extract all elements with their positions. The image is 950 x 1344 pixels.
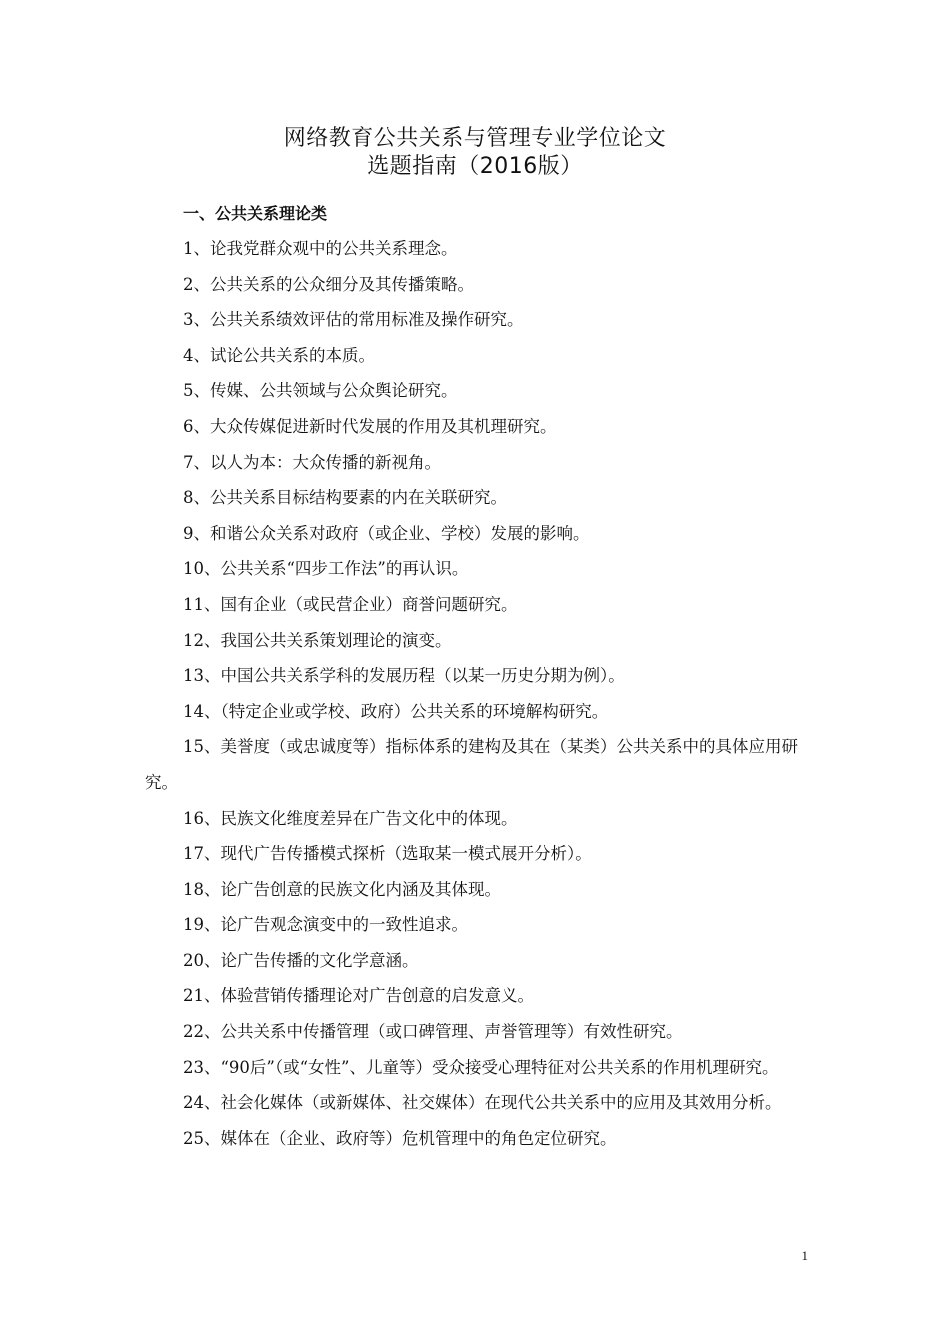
list-item: 8、公共关系目标结构要素的内在关联研究。	[183, 488, 507, 508]
list-item: 11、国有企业（或民营企业）商誉问题研究。	[183, 594, 518, 614]
page-number: 1	[801, 1248, 808, 1263]
list-item: 12、我国公共关系策划理论的演变。	[183, 630, 452, 650]
list-item: 18、论广告创意的民族文化内涵及其体现。	[183, 879, 501, 899]
document-title-line1: 网络教育公共关系与管理专业学位论文	[283, 126, 667, 151]
list-item: 16、民族文化维度差异在广告文化中的体现。	[183, 808, 518, 828]
list-item: 6、大众传媒促进新时代发展的作用及其机理研究。	[183, 416, 557, 436]
list-item: 17、现代广告传播模式探析（选取某一模式展开分析）。	[183, 844, 592, 864]
list-item: 19、论广告观念演变中的一致性追求。	[183, 915, 468, 935]
list-item: 14、（特定企业或学校、政府）公共关系的环境解构研究。	[183, 701, 609, 721]
document-title-line2: 选题指南（2016版）	[367, 154, 583, 179]
list-item: 23、“90后”（或“女性”、儿童等）受众接受心理特征对公共关系的作用机理研究。	[183, 1057, 779, 1077]
list-item: 3、公共关系绩效评估的常用标准及操作研究。	[183, 310, 524, 330]
list-item: 1、论我党群众观中的公共关系理念。	[183, 239, 458, 258]
list-item: 7、以人为本：大众传播的新视角。	[183, 452, 441, 472]
document-body	[145, 196, 810, 1156]
list-item: 2、公共关系的公众细分及其传播策略。	[183, 274, 474, 294]
list-item: 9、和谐公众关系对政府（或企业、学校）发展的影响。	[183, 523, 590, 543]
list-item: 25、媒体在（企业、政府等）危机管理中的角色定位研究。	[183, 1128, 617, 1148]
list-item: 20、论广告传播的文化学意涵。	[183, 950, 419, 970]
list-item: 5、传媒、公共领域与公众舆论研究。	[183, 381, 458, 401]
list-item: 10、公共关系“四步工作法”的再认识。	[183, 559, 469, 579]
list-item: 22、公共关系中传播管理（或口碑管理、声誉管理等）有效性研究。	[183, 1022, 683, 1042]
list-item: 21、体验营销传播理论对广告创意的启发意义。	[183, 986, 534, 1006]
list-item: 15、美誉度（或忠诚度等）指标体系的建构及其在（某类）公共关系中的具体应用研究。	[145, 737, 798, 792]
list-item: 4、试论公共关系的本质。	[183, 345, 375, 365]
list-item: 13、中国公共关系学科的发展历程（以某一历史分期为例）。	[183, 666, 625, 686]
section-heading: 一、公共关系理论类	[183, 204, 328, 223]
list-item: 24、社会化媒体（或新媒体、社交媒体）在现代公共关系中的应用及其效用分析。	[183, 1093, 782, 1113]
